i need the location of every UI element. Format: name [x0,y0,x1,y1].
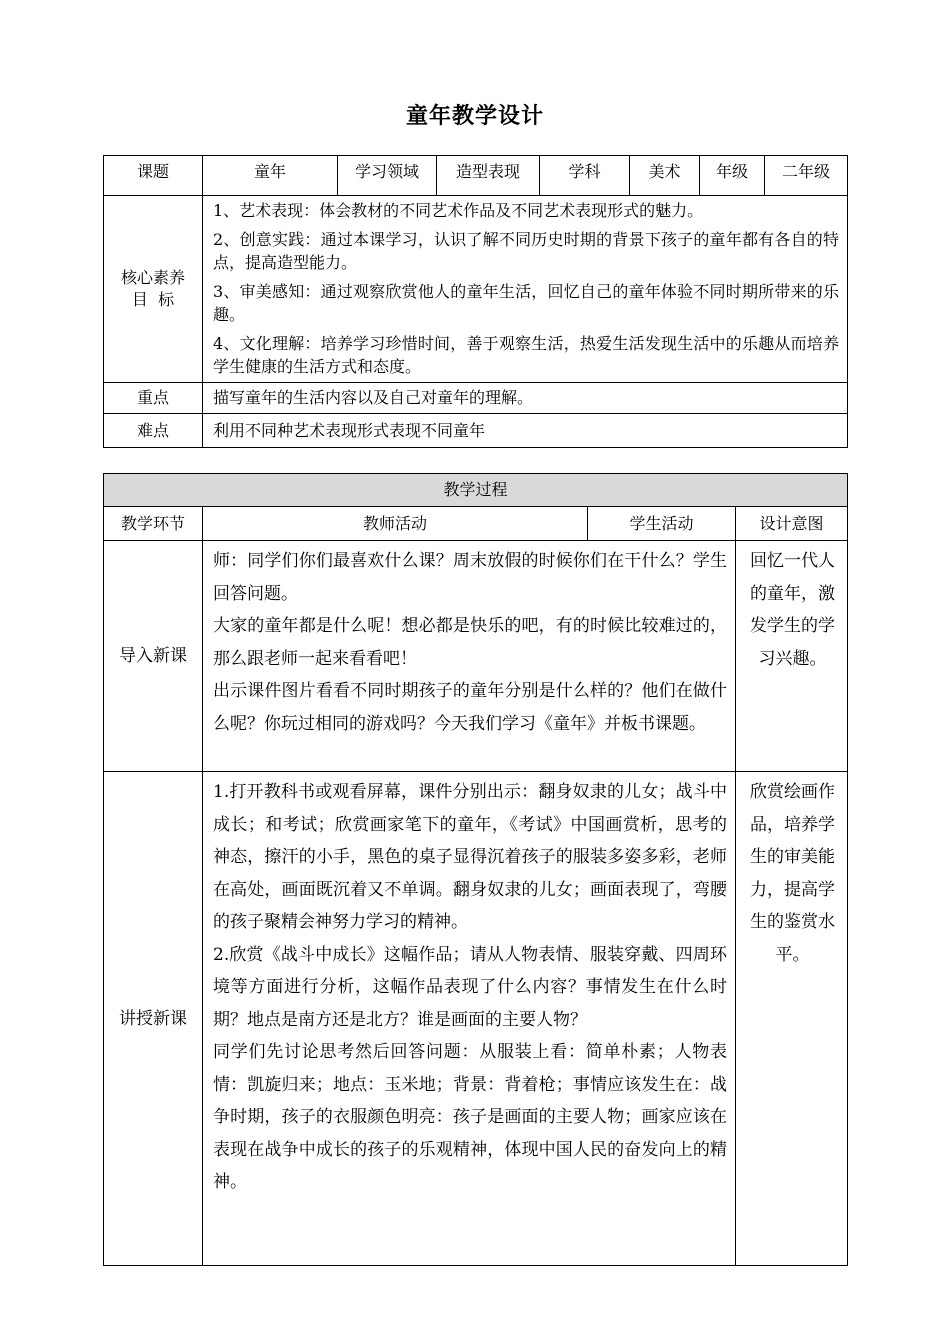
topic-value: 童年 [203,156,338,196]
stage-cell: 讲授新课 [104,772,203,1266]
subject-value: 美术 [630,156,700,196]
process-row [104,541,848,772]
core-label [104,196,203,383]
teacher-paragraph: 1.打开教科书或观看屏幕，课件分别出示：翻身奴隶的儿女；战斗中成长；和考试；欣赏画家笔下的童年，《考试》中国画赏析，思考的神态，擦汗的小手，黑色的桌子显得沉着孩子的服装多姿多彩，老师在高处，画面既沉着又不单调。翻身奴隶的儿女；画面表现了，弯腰的孩子聚精会神努力学习的精神。 [213,782,727,932]
goal-item: 4、文化理解：培养学习珍惜时间，善于观察生活，热爱生活发现生活中的乐趣从而培养学生健康的生活方式和态度。 [213,334,839,376]
header-stage: 教学环节 [104,507,203,541]
intent-text: 欣赏绘画作品，培养学生的审美能力，提高学生的鉴赏水平。 [750,782,835,965]
area-value: 造型表现 [437,156,540,196]
grade-label: 年级 [700,156,765,196]
document-title: 童年教学设计 [405,104,544,129]
difficulty-value: 利用不同种艺术表现形式表现不同童年 [203,414,848,448]
grade-value: 二年级 [765,156,848,196]
process-table [103,473,848,1266]
goal-item: 2、创意实践：通过本课学习，认识了解不同历史时期的背景下孩子的童年都有各自的特点，提高造型能力。 [213,230,839,272]
teacher-paragraph: 同学们先讨论思考然后回答问题：从服装上看：简单朴素；人物表情：凯旋归来；地点：玉米地；背景：背着枪；事情应该发生在：战争时期，孩子的衣服颜色明亮：孩子是画面的主要人物；画家应该在表现在战争中成长的孩子的乐观精神，体现中国人民的奋发向上的精神。 [213,1042,727,1192]
header-intent: 设计意图 [736,507,848,541]
area-label: 学习领域 [338,156,437,196]
teacher-paragraph: 大家的童年都是什么呢！想必都是快乐的吧，有的时候比较难过的，那么跟老师一起来看看吧！ [213,616,727,669]
core-label-line1: 核心素养 [120,268,185,287]
goal-item: 3、审美感知：通过观察欣赏他人的童年生活，回忆自己的童年体验不同时期所带来的乐趣。 [213,282,839,324]
info-row-key [104,383,848,414]
intent-text: 回忆一代人的童年，激发学生的学习兴趣。 [750,551,835,669]
header-teacher: 教师活动 [203,507,588,541]
core-label-line2: 目 标 [131,290,175,309]
stage-cell: 导入新课 [104,541,203,772]
design-intent [736,772,848,1266]
process-header-row [104,507,848,541]
difficulty-label: 难点 [104,414,203,448]
core-goals [203,196,848,383]
teacher-paragraph: 2.欣赏《战斗中成长》这幅作品；请从人物表情、服装穿戴、四周环境等方面进行分析，这幅作品表现了什么内容？事情发生在什么时期？地点是南方还是北方？谁是画面的主要人物？ [213,944,727,1030]
design-intent [736,541,848,772]
process-row [104,772,848,1266]
info-row-difficulty [104,414,848,448]
process-title: 教学过程 [104,474,848,507]
header-student: 学生活动 [588,507,736,541]
key-value: 描写童年的生活内容以及自己对童年的理解。 [203,383,848,414]
info-row-core [104,196,848,383]
subject-label: 学科 [540,156,630,196]
goal-item: 1、艺术表现：体会教材的不同艺术作品及不同艺术表现形式的魅力。 [213,201,704,220]
teacher-activity [203,541,736,772]
topic-label: 课题 [104,156,203,196]
teacher-activity [203,772,736,1266]
teacher-paragraph: 出示课件图片看看不同时期孩子的童年分别是什么样的？他们在做什么呢？你玩过相同的游戏吗？今天我们学习《童年》并板书课题。 [213,681,727,734]
teacher-paragraph: 师：同学们你们最喜欢什么课？周末放假的时候你们在干什么？学生回答问题。 [213,551,727,604]
info-row-topic [104,156,848,196]
process-title-row [104,474,848,507]
key-label: 重点 [104,383,203,414]
info-table [103,155,848,448]
